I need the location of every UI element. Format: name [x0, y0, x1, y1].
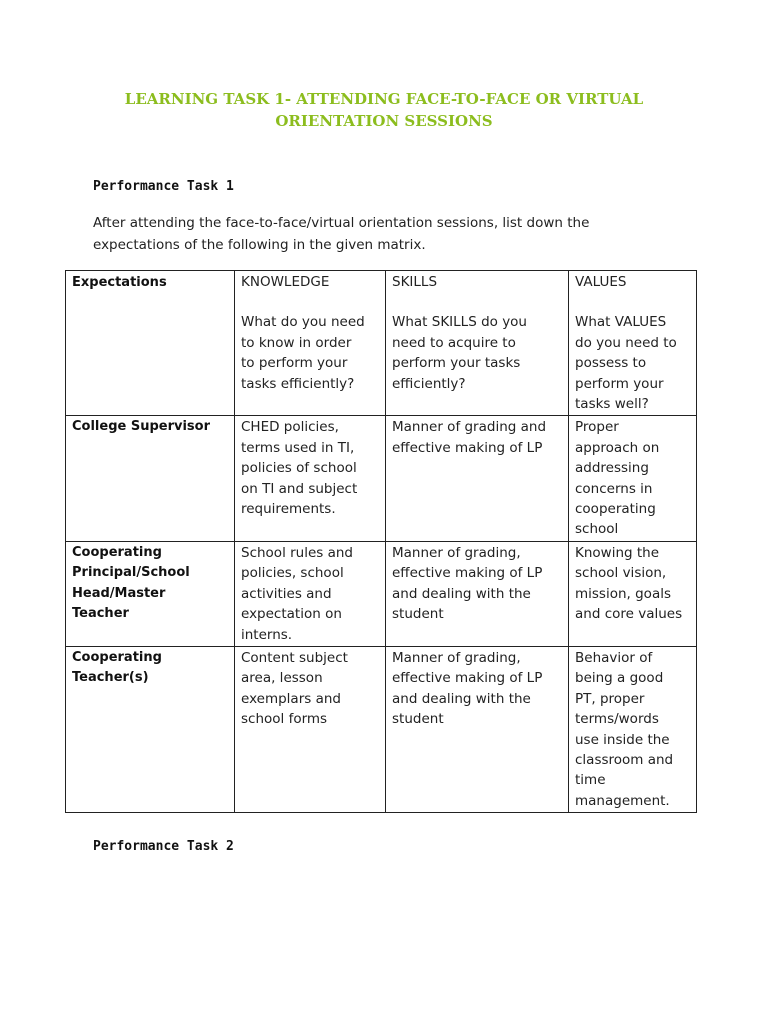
- header-values-question: [575, 312, 690, 414]
- text-line: What do you need: [241, 314, 365, 331]
- text-line: PT, proper: [575, 690, 645, 707]
- text-line: Proper: [575, 419, 619, 436]
- text-line: cooperating: [575, 501, 656, 518]
- header-cell-knowledge: [235, 271, 386, 416]
- text-line: What VALUES: [575, 314, 667, 331]
- header-cell-values: [569, 271, 697, 416]
- text-line: exemplars and: [241, 690, 341, 707]
- text-line: tasks efficiently?: [241, 375, 355, 392]
- text-line: School rules and: [241, 544, 353, 561]
- skills-text: [392, 543, 562, 625]
- text-line: concerns in: [575, 480, 653, 497]
- text-line: possess to: [575, 355, 647, 372]
- text-line: terms/words: [575, 711, 659, 728]
- knowledge-text: [241, 417, 379, 519]
- row-label-college-supervisor: [72, 417, 228, 437]
- row-label-cooperating-teacher: [72, 648, 228, 689]
- text-line: and core values: [575, 606, 683, 623]
- text-line: and dealing with the: [392, 690, 531, 707]
- text-line: being a good: [575, 670, 664, 687]
- text-line: addressing: [575, 460, 649, 477]
- text-line: policies, school: [241, 565, 344, 582]
- skills-cell: [386, 646, 569, 812]
- text-line: Knowing the: [575, 544, 660, 561]
- table-row: [66, 416, 697, 541]
- row-label-cell: [66, 646, 235, 812]
- text-line: to know in order: [241, 334, 352, 351]
- text-line: student: [392, 711, 444, 728]
- text-line: student: [392, 606, 444, 623]
- text-line: tasks well?: [575, 396, 649, 413]
- text-line: interns.: [241, 626, 293, 643]
- text-line: Cooperating: [72, 649, 162, 665]
- text-line: time: [575, 772, 606, 789]
- skills-text: [392, 648, 562, 730]
- header-values-label: VALUES: [575, 274, 627, 290]
- header-cell-skills: [386, 271, 569, 416]
- text-line: terms used in TI,: [241, 439, 355, 456]
- knowledge-text: [241, 543, 379, 645]
- text-line: Head/Master: [72, 585, 166, 601]
- text-line: school: [575, 521, 619, 538]
- title-line-1: LEARNING TASK 1- ATTENDING FACE-TO-FACE OR VIRTUAL: [124, 90, 644, 108]
- text-line: effective making of LP: [392, 670, 543, 687]
- title-line-2: ORIENTATION SESSIONS: [275, 112, 493, 130]
- text-line: approach on: [575, 439, 660, 456]
- document-title: [60, 88, 708, 132]
- text-line: Teacher(s): [72, 670, 149, 686]
- header-knowledge-question: [241, 312, 379, 394]
- text-line: Teacher: [72, 606, 129, 622]
- table-row: [66, 541, 697, 646]
- knowledge-cell: [235, 541, 386, 646]
- text-line: classroom and: [575, 751, 674, 768]
- values-cell: [569, 541, 697, 646]
- performance-task-1-instructions: [93, 212, 693, 256]
- knowledge-text: [241, 648, 379, 730]
- text-line: on TI and subject: [241, 480, 358, 497]
- text-line: effective making of LP: [392, 565, 543, 582]
- text-line: activities and: [241, 585, 332, 602]
- text-line: Manner of grading,: [392, 544, 521, 561]
- matrix-header-row: [66, 271, 697, 416]
- row-label-cell: [66, 416, 235, 541]
- row-label-cell: [66, 541, 235, 646]
- text-line: to perform your: [241, 355, 348, 372]
- text-line: need to acquire to: [392, 334, 516, 351]
- instructions-line-1: After attending the face-to-face/virtual orientation sessions, list down the: [93, 215, 590, 231]
- text-line: expectation on: [241, 606, 342, 623]
- text-line: and dealing with the: [392, 585, 531, 602]
- text-line: perform your: [575, 375, 664, 392]
- text-line: policies of school: [241, 460, 357, 477]
- text-line: mission, goals: [575, 585, 672, 602]
- values-text: [575, 648, 690, 811]
- text-line: do you need to: [575, 334, 677, 351]
- text-line: efficiently?: [392, 375, 466, 392]
- instructions-line-2: expectations of the following in the given matrix.: [93, 237, 426, 253]
- table-row: [66, 646, 697, 812]
- values-cell: [569, 646, 697, 812]
- row-label-cooperating-principal: [72, 543, 228, 625]
- text-line: Principal/School: [72, 565, 190, 581]
- text-line: Behavior of: [575, 649, 653, 666]
- values-cell: [569, 416, 697, 541]
- header-skills-label: SKILLS: [392, 274, 438, 290]
- header-expectations-label: Expectations: [72, 275, 167, 290]
- text-line: Manner of grading,: [392, 649, 521, 666]
- performance-task-2-heading: Performance Task 2: [93, 839, 234, 854]
- skills-text: [392, 417, 562, 458]
- text-line: Manner of grading and: [392, 419, 547, 436]
- text-line: use inside the: [575, 731, 670, 748]
- text-line: Content subject: [241, 649, 348, 666]
- text-line: school vision,: [575, 565, 667, 582]
- text-line: area, lesson: [241, 670, 323, 687]
- values-text: [575, 543, 690, 625]
- text-line: Cooperating: [72, 544, 162, 560]
- text-line: CHED policies,: [241, 419, 339, 436]
- text-line: effective making of LP: [392, 439, 543, 456]
- text-line: What SKILLS do you: [392, 314, 527, 331]
- knowledge-cell: [235, 416, 386, 541]
- text-line: College Supervisor: [72, 419, 211, 435]
- text-line: management.: [575, 792, 670, 809]
- values-text: [575, 417, 690, 539]
- header-knowledge-label: KNOWLEDGE: [241, 274, 330, 290]
- skills-cell: [386, 541, 569, 646]
- text-line: requirements.: [241, 501, 336, 518]
- text-line: perform your tasks: [392, 355, 521, 372]
- header-skills-question: [392, 312, 562, 394]
- text-line: school forms: [241, 711, 328, 728]
- performance-task-1-heading: Performance Task 1: [93, 179, 234, 194]
- header-cell-expectations: [66, 271, 235, 416]
- skills-cell: [386, 416, 569, 541]
- expectations-matrix: [65, 270, 697, 813]
- knowledge-cell: [235, 646, 386, 812]
